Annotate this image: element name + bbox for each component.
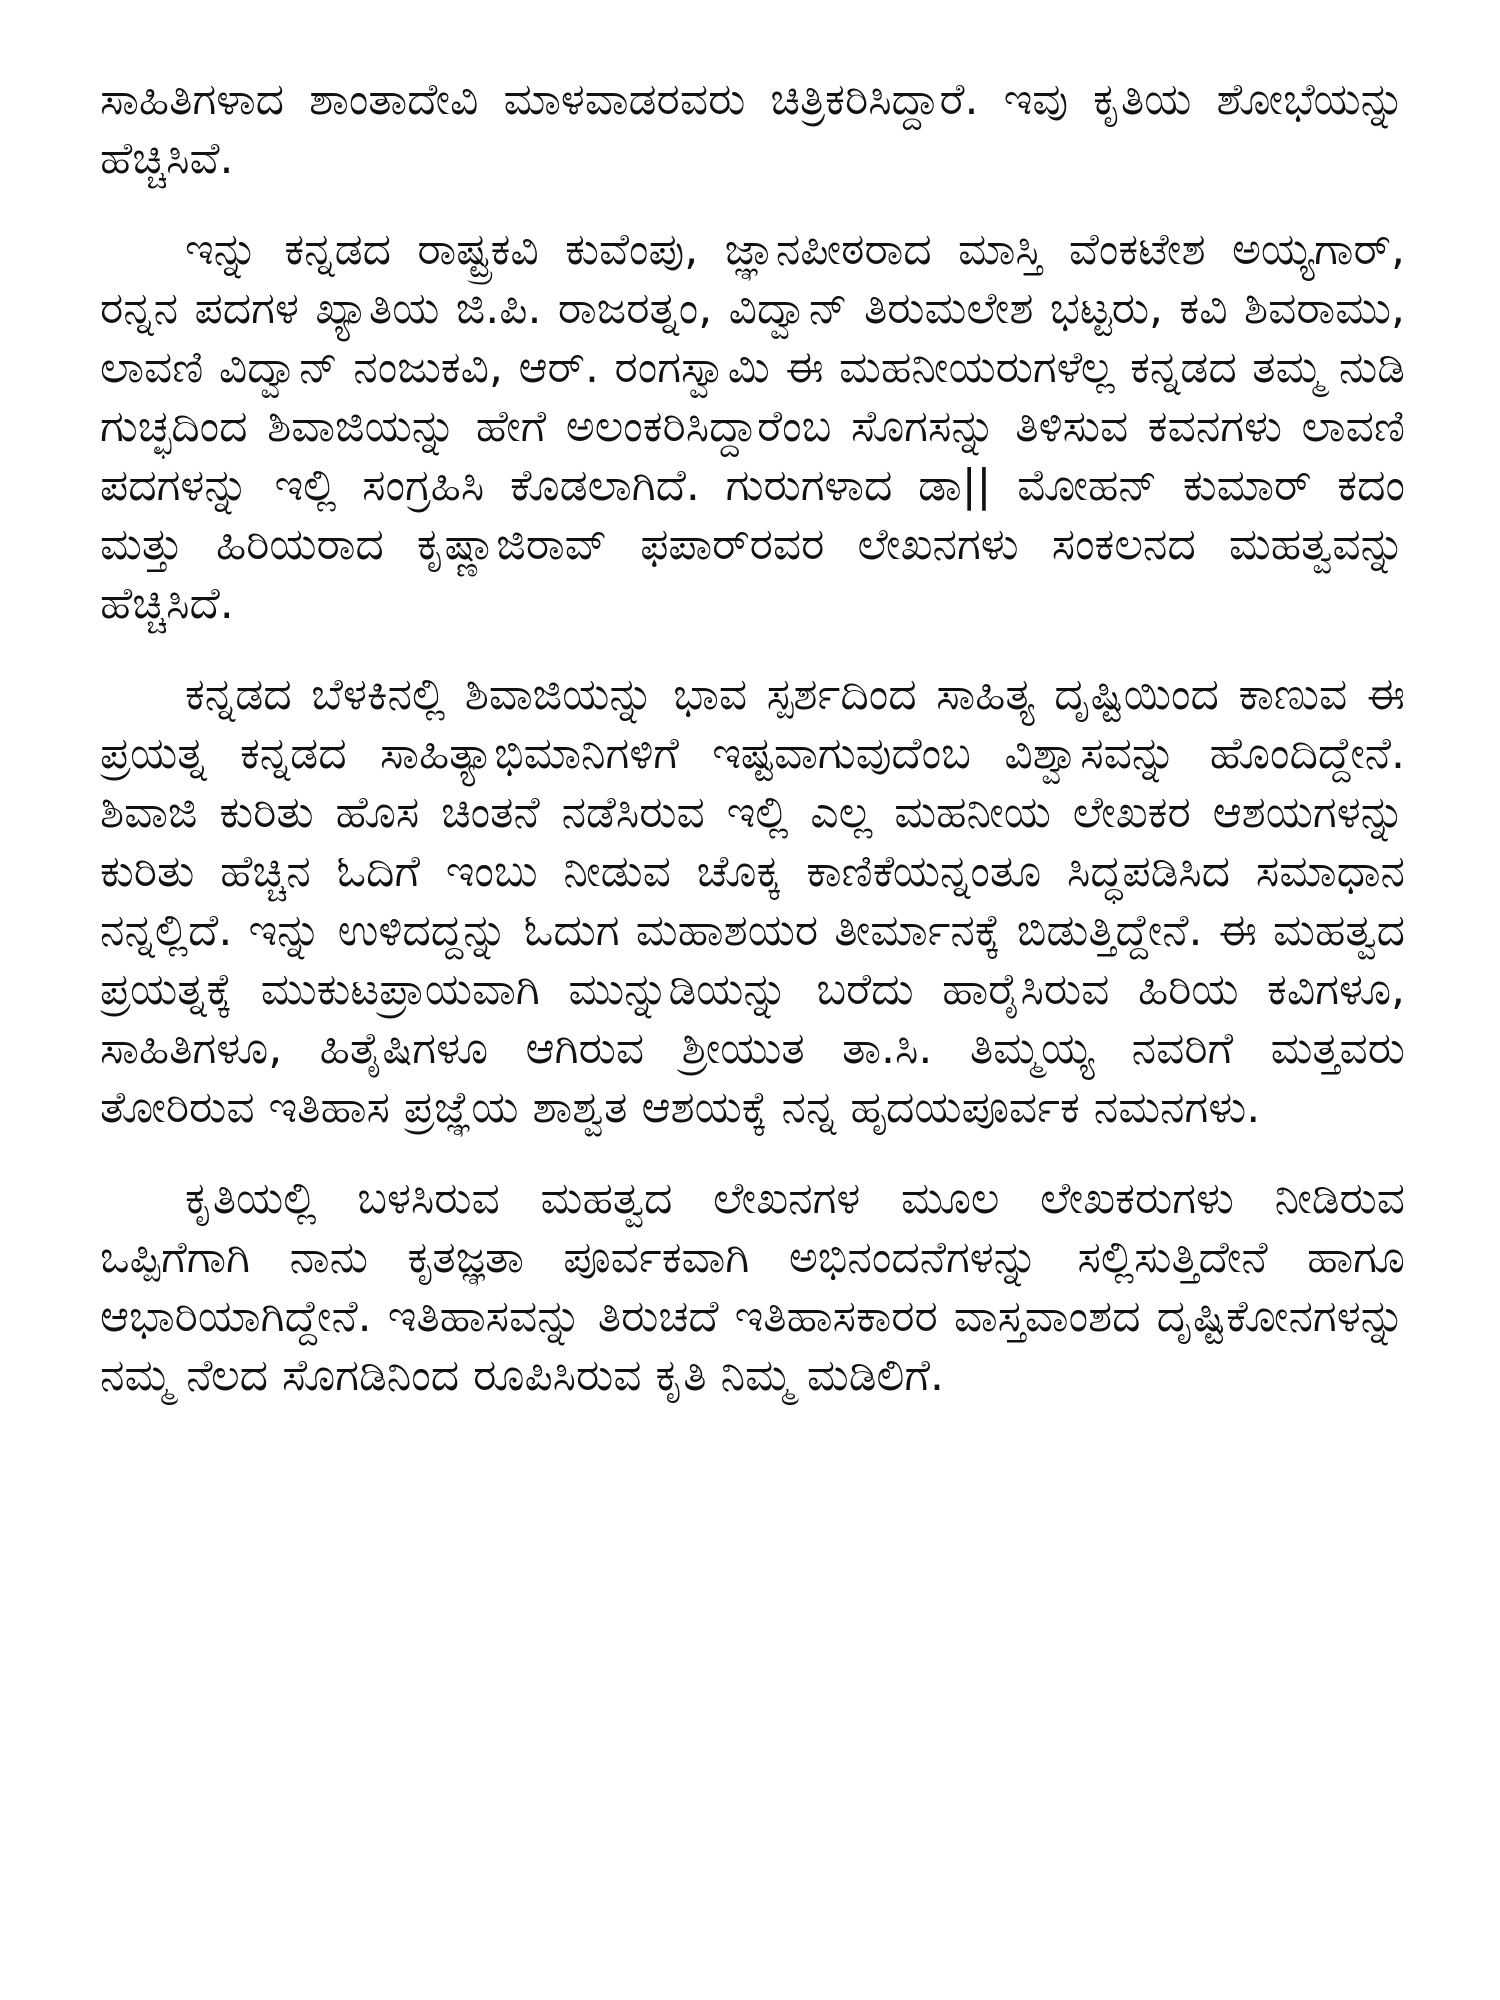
paragraph-acknowledgement: ಕನ್ನಡದ ಬೆಳಕಿನಲ್ಲಿ ಶಿವಾಜಿಯನ್ನು ಭಾವ ಸ್ಪರ್ಶದಿಂದ ಸಾಹಿತ್ಯ ದೃಷ್ಟಿಯಿಂದ ಕಾಣುವ ಈ ಪ್ರಯತ್ನ ಕನ್ನಡದ ಸಾಹಿತ್ಯಾಭಿಮಾನಿಗಳಿಗೆ ಇಷ್ಟವಾಗುವುದೆಂಬ ವಿಶ್ವಾಸವನ್ನು ಹೊಂದಿದ್ದೇನೆ. ಶಿವಾಜಿ ಕುರಿತು ಹೊಸ ಚಿಂತನೆ ನಡೆಸಿರುವ ಇಲ್ಲಿ ಎಲ್ಲ ಮಹನೀಯ ಲೇಖಕರ ಆಶಯಗಳನ್ನು ಕುರಿತು ಹೆಚ್ಚಿನ ಓದಿಗೆ ಇಂಬು ನೀಡುವ ಚೊಕ್ಕ ಕಾಣಿಕೆಯನ್ನಂತೂ ಸಿದ್ಧಪಡಿಸಿದ ಸಮಾಧಾನ ನನ್ನಲ್ಲಿದೆ. ಇನ್ನು ಉಳಿದದ್ದನ್ನು ಓದುಗ ಮಹಾಶಯರ ತೀರ್ಮಾನಕ್ಕೆ ಬಿಡುತ್ತಿದ್ದೇನೆ. ಈ ಮಹತ್ವದ ಪ್ರಯತ್ನಕ್ಕೆ ಮುಕುಟಪ್ರಾಯವಾಗಿ ಮುನ್ನುಡಿಯನ್ನು ಬರೆದು ಹಾರೈಸಿರುವ ಹಿರಿಯ ಕವಿಗಳೂ, ಸಾಹಿತಿಗಳೂ, ಹಿತೈಷಿಗಳೂ ಆಗಿರುವ ಶ್ರೀಯುತ ತಾ.ಸಿ. ತಿಮ್ಮಯ್ಯ ನವರಿಗೆ ಮತ್ತವರು ತೋರಿರುವ ಇತಿಹಾಸ ಪ್ರಜ್ಞೆಯ ಶಾಶ್ವತ ಆಶಯಕ್ಕೆ ನನ್ನ ಹೃದಯಪೂರ್ವಕ ನಮನಗಳು. <box>100 669 1405 1133</box>
paragraph-closing: ಕೃತಿಯಲ್ಲಿ ಬಳಸಿರುವ ಮಹತ್ವದ ಲೇಖನಗಳ ಮೂಲ ಲೇಖಕರುಗಳು ನೀಡಿರುವ ಒಪ್ಪಿಗೆಗಾಗಿ ನಾನು ಕೃತಜ್ಞತಾ ಪೂರ್ವಕವಾಗಿ ಅಭಿನಂದನೆಗಳನ್ನು ಸಲ್ಲಿಸುತ್ತಿದೇನೆ ಹಾಗೂ ಆಭಾರಿಯಾಗಿದ್ದೇನೆ. ಇತಿಹಾಸವನ್ನು ತಿರುಚದೆ ಇತಿಹಾಸಕಾರರ ವಾಸ್ತವಾಂಶದ ದೃಷ್ಟಿಕೋನಗಳನ್ನು ನಮ್ಮ ನೆಲದ ಸೊಗಡಿನಿಂದ ರೂಪಿಸಿರುವ ಕೃತಿ ನಿಮ್ಮ ಮಡಿಲಿಗೆ. <box>100 1173 1405 1401</box>
paragraph-contributors: ಇನ್ನು ಕನ್ನಡದ ರಾಷ್ಟ್ರಕವಿ ಕುವೆಂಪು, ಜ್ಞಾನಪೀಠರಾದ ಮಾಸ್ತಿ ವೆಂಕಟೇಶ ಅಯ್ಯಗಾರ್, ರನ್ನನ ಪದಗಳ ಖ್ಯಾತಿಯ ಜಿ.ಪಿ. ರಾಜರತ್ನಂ, ವಿದ್ವಾನ್ ತಿರುಮಲೇಶ ಭಟ್ಟರು, ಕವಿ ಶಿವರಾಮು, ಲಾವಣಿ ವಿದ್ವಾನ್ ನಂಜುಕವಿ, ಆರ್. ರಂಗಸ್ವಾಮಿ ಈ ಮಹನೀಯರುಗಳೆಲ್ಲ ಕನ್ನಡದ ತಮ್ಮ ನುಡಿ ಗುಚ್ಛದಿಂದ ಶಿವಾಜಿಯನ್ನು ಹೇಗೆ ಅಲಂಕರಿಸಿದ್ದಾರೆಂಬ ಸೊಗಸನ್ನು ತಿಳಿಸುವ ಕವನಗಳು ಲಾವಣಿ ಪದಗಳನ್ನು ಇಲ್ಲಿ ಸಂಗ್ರಹಿಸಿ ಕೊಡಲಾಗಿದೆ. ಗುರುಗಳಾದ ಡಾ|| ಮೋಹನ್ ಕುಮಾರ್ ಕದಂ ಮತ್ತು ಹಿರಿಯರಾದ ಕೃಷ್ಣಾಜಿರಾವ್ ಫಪಾರ್‌ರವರ ಲೇಖನಗಳು ಸಂಕಲನದ ಮಹತ್ವವನ್ನು ಹೆಚ್ಚಿಸಿದೆ. <box>100 224 1405 629</box>
paragraph-continuation: ಸಾಹಿತಿಗಳಾದ ಶಾಂತಾದೇವಿ ಮಾಳವಾಡರವರು ಚಿತ್ರಿಕರಿಸಿದ್ದಾರೆ. ಇವು ಕೃತಿಯ ಶೋಭೆಯನ್ನು ಹೆಚ್ಚಿಸಿವೆ. <box>100 74 1405 184</box>
document-page <box>100 70 1405 1950</box>
